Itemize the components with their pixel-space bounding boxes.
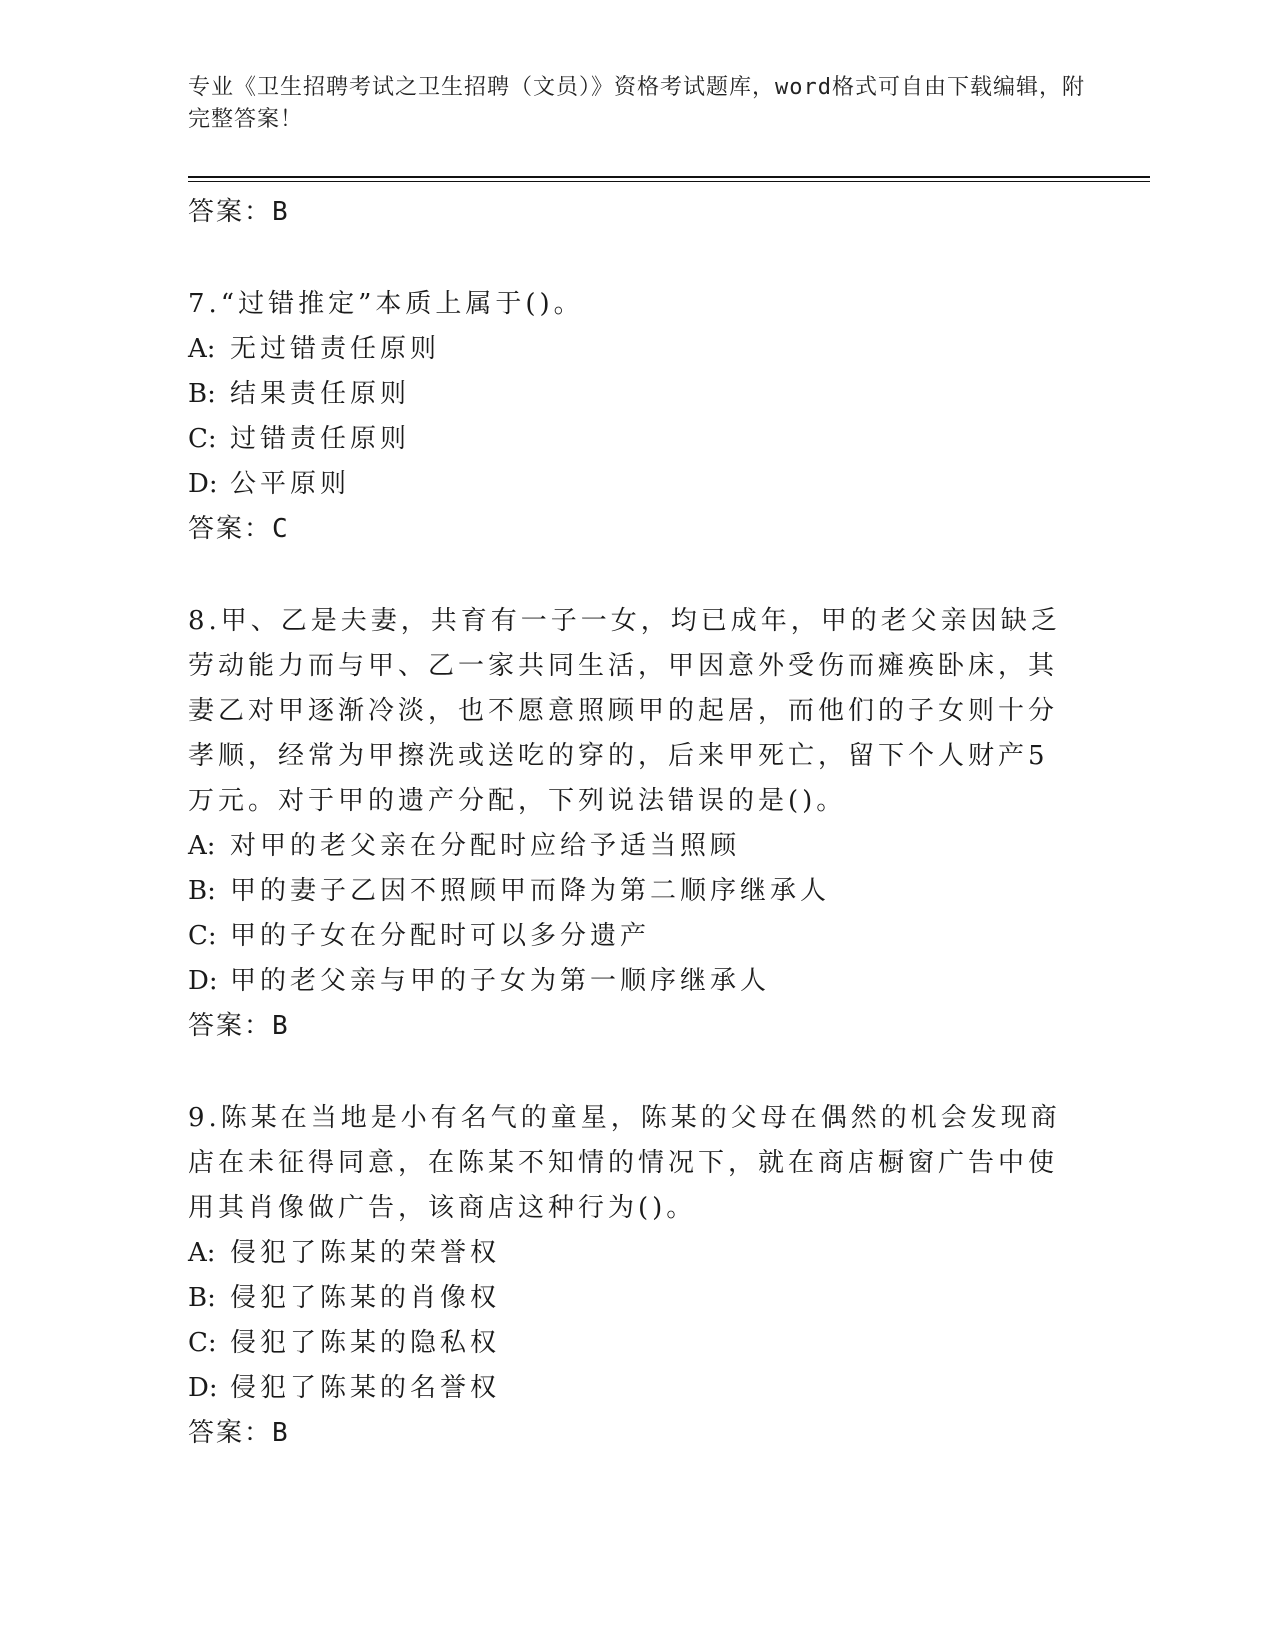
question-stem: 7.“过错推定”本质上属于()。 xyxy=(188,289,584,319)
option-b: B: 侵犯了陈某的肖像权 xyxy=(188,1283,501,1313)
option-c: C: 甲的子女在分配时可以多分遗产 xyxy=(188,921,651,951)
question-stem: 8.甲、乙是夫妻，共育有一子一女，均已成年，甲的老父亲因缺乏劳动能力而与甲、乙一家共同生活，甲因意外受伤而瘫痪卧床，其妻乙对甲逐渐冷淡，也不愿意照顾甲的起居，而他们的子女则十分孝顺，经常为甲擦洗或送吃的穿的，后来甲死亡，留下个人财产5万元。对于甲的遗产分配，下列说法错误的是()。 xyxy=(188,606,1061,816)
option-a: A: 侵犯了陈某的荣誉权 xyxy=(188,1238,501,1268)
option-a: A: 无过错责任原则 xyxy=(188,334,441,364)
previous-answer: 答案：B xyxy=(188,197,290,227)
option-d: D: 甲的老父亲与甲的子女为第一顺序继承人 xyxy=(188,966,771,996)
document-header: 专业《卫生招聘考试之卫生招聘（文员）》资格考试题库，word格式可自由下载编辑，附完整答案！ xyxy=(188,75,1085,132)
header-rule-thick xyxy=(188,176,1150,178)
option-c: C: 过错责任原则 xyxy=(188,424,411,454)
spacer xyxy=(188,551,1068,599)
option-b: B: 甲的妻子乙因不照顾甲而降为第二顺序继承人 xyxy=(188,876,831,906)
question-answer: 答案：B xyxy=(188,1418,290,1448)
option-d: D: 公平原则 xyxy=(188,469,351,499)
question-content xyxy=(188,190,1068,1455)
option-a: A: 对甲的老父亲在分配时应给予适当照顾 xyxy=(188,831,741,861)
header-rule-thin xyxy=(188,181,1150,182)
question-stem: 9.陈某在当地是小有名气的童星，陈某的父母在偶然的机会发现商店在未征得同意，在陈某不知情的情况下，就在商店橱窗广告中使用其肖像做广告，该商店这种行为()。 xyxy=(188,1103,1061,1223)
question-7 xyxy=(188,282,1068,551)
spacer xyxy=(188,1048,1068,1096)
option-d: D: 侵犯了陈某的名誉权 xyxy=(188,1373,501,1403)
option-b: B: 结果责任原则 xyxy=(188,379,411,409)
question-answer: 答案：C xyxy=(188,514,290,544)
spacer xyxy=(188,234,1068,282)
question-answer: 答案：B xyxy=(188,1011,290,1041)
option-c: C: 侵犯了陈某的隐私权 xyxy=(188,1328,501,1358)
question-9 xyxy=(188,1096,1068,1455)
question-8 xyxy=(188,599,1068,1048)
